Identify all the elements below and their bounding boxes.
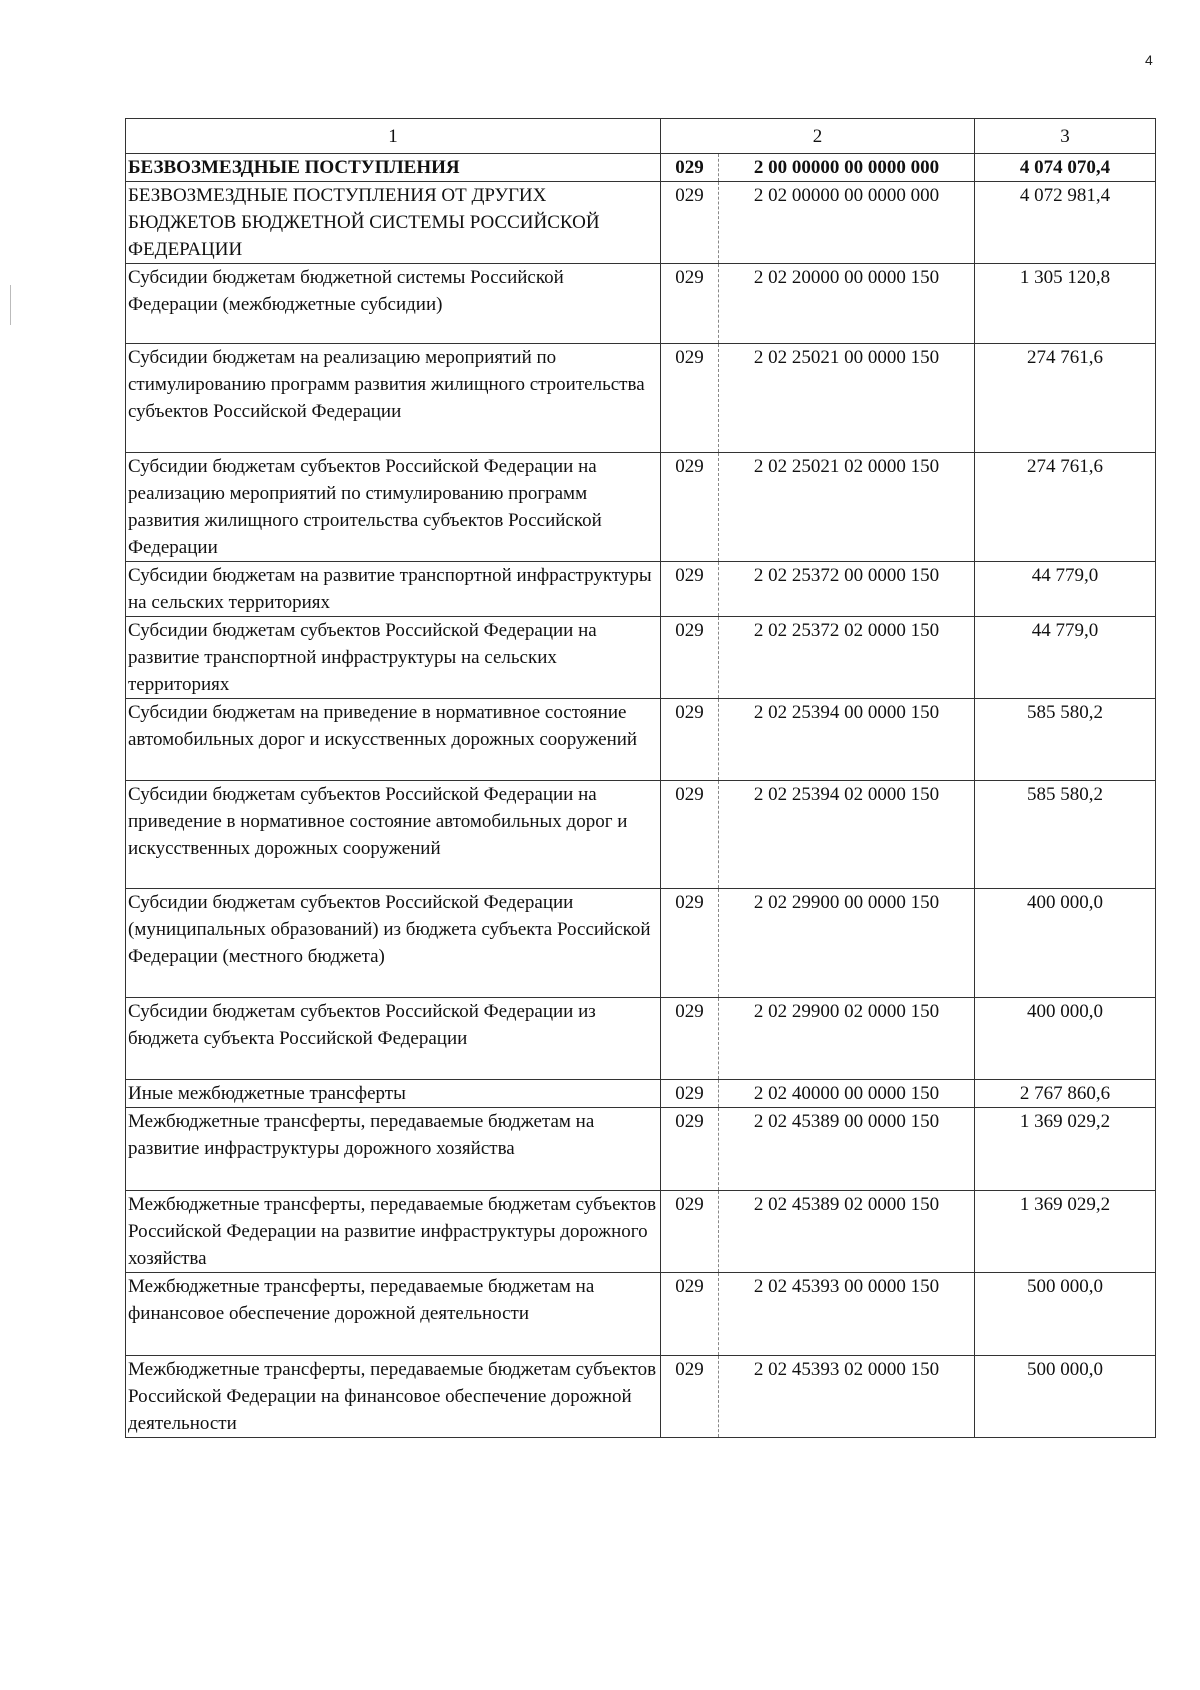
table-row — [126, 1108, 1156, 1191]
row-admin-code: 029 — [661, 699, 719, 781]
row-budget-code: 2 02 45389 02 0000 150 — [719, 1191, 975, 1273]
row-budget-code: 2 02 25394 02 0000 150 — [719, 781, 975, 889]
row-budget-code: 2 02 40000 00 0000 150 — [719, 1080, 975, 1108]
row-admin-code: 029 — [661, 264, 719, 344]
row-amount: 585 580,2 — [975, 699, 1156, 781]
row-admin-code: 029 — [661, 998, 719, 1080]
row-admin-code: 029 — [661, 154, 719, 182]
row-amount: 274 761,6 — [975, 453, 1156, 562]
row-amount: 4 074 070,4 — [975, 154, 1156, 182]
table-row — [126, 998, 1156, 1080]
row-budget-code: 2 02 29900 00 0000 150 — [719, 889, 975, 998]
row-budget-code: 2 02 25372 00 0000 150 — [719, 562, 975, 617]
table-row — [126, 1356, 1156, 1438]
header-col-3: 3 — [975, 119, 1156, 154]
row-admin-code: 029 — [661, 1356, 719, 1438]
table-row — [126, 1273, 1156, 1356]
row-amount: 585 580,2 — [975, 781, 1156, 889]
row-name: Межбюджетные трансферты, передаваемые бюджетам субъектов Российской Федерации на финансовое обеспечение дорожной деятельности — [126, 1356, 661, 1438]
row-admin-code: 029 — [661, 617, 719, 699]
row-admin-code: 029 — [661, 453, 719, 562]
row-admin-code: 029 — [661, 889, 719, 998]
table-row — [126, 889, 1156, 998]
row-name: Межбюджетные трансферты, передаваемые бюджетам на финансовое обеспечение дорожной деятельности — [126, 1273, 661, 1356]
row-admin-code: 029 — [661, 1108, 719, 1191]
revenue-table — [125, 118, 1156, 1438]
row-name: Субсидии бюджетам на развитие транспортной инфраструктуры на сельских территориях — [126, 562, 661, 617]
row-budget-code: 2 00 00000 00 0000 000 — [719, 154, 975, 182]
table-row — [126, 453, 1156, 562]
row-name: Субсидии бюджетам субъектов Российской Федерации (муниципальных образований) из бюджета субъекта Российской Федерации (местного бюджета) — [126, 889, 661, 998]
row-name: Субсидии бюджетам субъектов Российской Федерации на приведение в нормативное состояние автомобильных дорог и искусственных дорожных сооружений — [126, 781, 661, 889]
row-budget-code: 2 02 29900 02 0000 150 — [719, 998, 975, 1080]
table-row — [126, 154, 1156, 182]
table-row — [126, 264, 1156, 344]
row-amount: 274 761,6 — [975, 344, 1156, 453]
row-budget-code: 2 02 25372 02 0000 150 — [719, 617, 975, 699]
row-budget-code: 2 02 45393 00 0000 150 — [719, 1273, 975, 1356]
row-budget-code: 2 02 20000 00 0000 150 — [719, 264, 975, 344]
row-budget-code: 2 02 00000 00 0000 000 — [719, 182, 975, 264]
row-amount: 2 767 860,6 — [975, 1080, 1156, 1108]
row-name: Субсидии бюджетам бюджетной системы Российской Федерации (межбюджетные субсидии) — [126, 264, 661, 344]
table-header-row — [126, 119, 1156, 154]
row-budget-code: 2 02 45389 00 0000 150 — [719, 1108, 975, 1191]
row-amount: 400 000,0 — [975, 889, 1156, 998]
row-admin-code: 029 — [661, 781, 719, 889]
row-admin-code: 029 — [661, 182, 719, 264]
row-budget-code: 2 02 25021 00 0000 150 — [719, 344, 975, 453]
row-budget-code: 2 02 25394 00 0000 150 — [719, 699, 975, 781]
row-admin-code: 029 — [661, 1191, 719, 1273]
row-name: Межбюджетные трансферты, передаваемые бюджетам на развитие инфраструктуры дорожного хозяйства — [126, 1108, 661, 1191]
table-row — [126, 699, 1156, 781]
table-row — [126, 344, 1156, 453]
row-amount: 44 779,0 — [975, 617, 1156, 699]
row-amount: 1 305 120,8 — [975, 264, 1156, 344]
table-row — [126, 182, 1156, 264]
row-amount: 400 000,0 — [975, 998, 1156, 1080]
row-admin-code: 029 — [661, 562, 719, 617]
revenue-table-body — [126, 119, 1156, 1438]
row-name: Субсидии бюджетам на реализацию мероприятий по стимулированию программ развития жилищного строительства субъектов Российской Федерации — [126, 344, 661, 453]
row-name: Субсидии бюджетам субъектов Российской Федерации на развитие транспортной инфраструктуры на сельских территориях — [126, 617, 661, 699]
row-amount: 1 369 029,2 — [975, 1191, 1156, 1273]
row-amount: 1 369 029,2 — [975, 1108, 1156, 1191]
table-row — [126, 1080, 1156, 1108]
table-row — [126, 562, 1156, 617]
row-budget-code: 2 02 45393 02 0000 150 — [719, 1356, 975, 1438]
table-row — [126, 1191, 1156, 1273]
row-name: Субсидии бюджетам субъектов Российской Федерации из бюджета субъекта Российской Федерации — [126, 998, 661, 1080]
row-admin-code: 029 — [661, 1080, 719, 1108]
row-admin-code: 029 — [661, 1273, 719, 1356]
row-budget-code: 2 02 25021 02 0000 150 — [719, 453, 975, 562]
row-name: Межбюджетные трансферты, передаваемые бюджетам субъектов Российской Федерации на развитие инфраструктуры дорожного хозяйства — [126, 1191, 661, 1273]
header-col-1: 1 — [126, 119, 661, 154]
row-amount: 4 072 981,4 — [975, 182, 1156, 264]
table-row — [126, 781, 1156, 889]
row-amount: 44 779,0 — [975, 562, 1156, 617]
row-name: Субсидии бюджетам субъектов Российской Федерации на реализацию мероприятий по стимулированию программ развития жилищного строительства субъектов Российской Федерации — [126, 453, 661, 562]
scan-artifact — [10, 285, 11, 325]
row-name: Иные межбюджетные трансферты — [126, 1080, 661, 1108]
row-amount: 500 000,0 — [975, 1356, 1156, 1438]
row-admin-code: 029 — [661, 344, 719, 453]
row-name: БЕЗВОЗМЕЗДНЫЕ ПОСТУПЛЕНИЯ ОТ ДРУГИХ БЮДЖЕТОВ БЮДЖЕТНОЙ СИСТЕМЫ РОССИЙСКОЙ ФЕДЕРАЦИИ — [126, 182, 661, 264]
page-number: 4 — [1145, 52, 1153, 68]
header-col-2: 2 — [661, 119, 975, 154]
table-row — [126, 617, 1156, 699]
row-name: БЕЗВОЗМЕЗДНЫЕ ПОСТУПЛЕНИЯ — [126, 154, 661, 182]
row-name: Субсидии бюджетам на приведение в нормативное состояние автомобильных дорог и искусственных дорожных сооружений — [126, 699, 661, 781]
row-amount: 500 000,0 — [975, 1273, 1156, 1356]
